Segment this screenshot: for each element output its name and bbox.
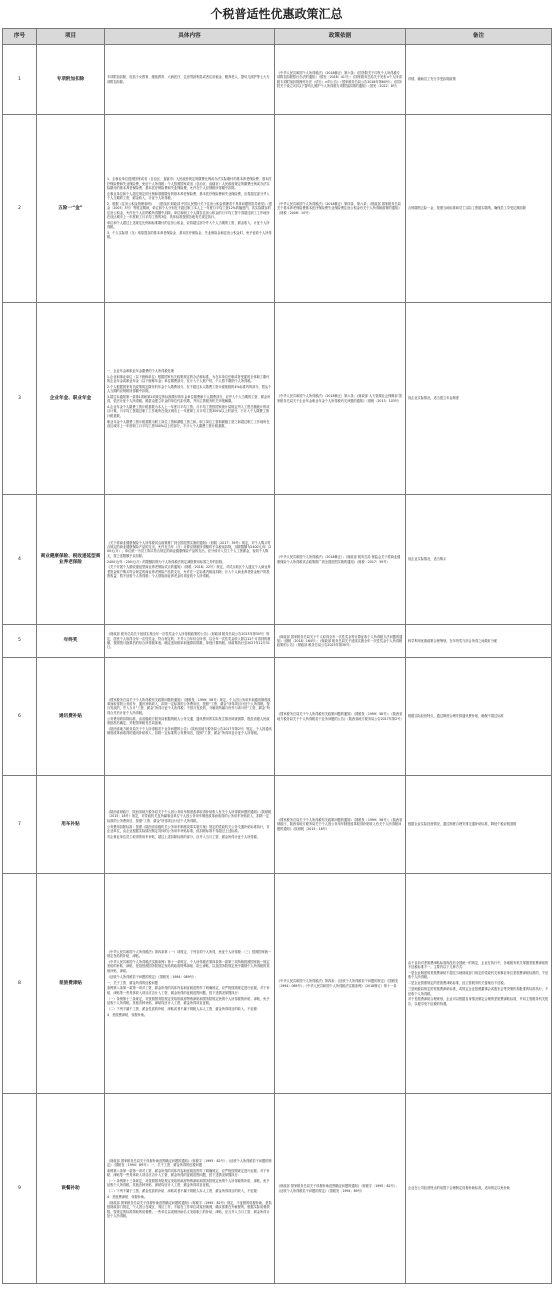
- content-cell-paragraph: （二）下列不属于工资、薪金性质的补贴、津贴或者不属于纳税人本人工资、薪金所得项目的收入，不征税：: [107, 1006, 260, 1011]
- basis-cell: [275, 45, 406, 115]
- item-name: 误餐补助: [37, 1094, 105, 1284]
- content-cell-paragraph: 公务费用扣除标准：按照《陕西省省级机关公务用车制度改革实施方案》规定的党政机关公务交通补贴标准执行，对企业单位，由企业根据实际情况制定具体的公务用车补贴标准，但扣除标准不得超过上述标准。: [107, 824, 270, 833]
- item-name: 用车补贴: [37, 776, 105, 874]
- content-cell: [105, 625, 275, 658]
- remark-cell: [406, 303, 552, 495]
- basis-cell: [275, 874, 406, 1094]
- content-cell-paragraph: （一）条例第十三条规定，对按照国务院规定发给的政府特殊津贴和国务院规定免纳个人所得税的补贴、津贴，免予征收个人所得税。其他各种补贴、津贴均应计入工资、薪金所得项目征税。: [107, 996, 270, 1005]
- table-row: [3, 115, 552, 303]
- table-row: [3, 1094, 552, 1284]
- table-row: [3, 874, 552, 1094]
- content-cell-paragraph: 1.企业和事业单位（以下统称单位）根据国家有关政策规定的办法和标准，为在本单位任职或者受雇的全体职工缴付的企业年金或职业年金（以下统称年金）单位缴费部分，在计入个人账户时，个人暂不缴纳个人所得税。: [107, 374, 270, 383]
- content-cell-paragraph: 《中华人民共和国个人所得税法实施条例》第十一条规定，个人所得税法第四条第一款第三项所称按照国家统一规定发给的补贴、津贴，是指按照国务院规定发给的政府特殊津贴、院士津贴，以及国务院规定免予缴纳个人所得税的其他补贴、津贴。: [107, 960, 270, 973]
- remark-cell: [406, 1094, 552, 1284]
- content-cell: [105, 776, 275, 874]
- remark-cell-paragraph: 一是企业制度的差旅费津贴不超过当地财政部门规定的党政机关和事业单位差旅费津贴标准的，不征收个人所得税。: [408, 971, 549, 980]
- content-cell: [105, 495, 275, 625]
- remark-cell: [406, 658, 552, 776]
- content-cell-paragraph: 《财政部 国家税务总局关于误餐补助范围确定问题的通知》（财税字〔1995〕82号）规定，不征税的误餐补助，是指按财政部门规定，个人因公在城区、郊区工作，不能在工作单位或返回就餐，确实需要在外就餐的，根据实际误餐顿数，按规定的标准领取的误餐费。一些单位以误餐补助名义发给职工的补贴、津贴，应当并入当月工资、薪金所得计征个人所得税。: [107, 1201, 272, 1218]
- item-name: 商业健康保险、税收递延型商业养老保险: [37, 495, 105, 625]
- document-title: 个税普适性优惠政策汇总: [210, 7, 343, 21]
- basis-cell: [275, 1094, 406, 1284]
- item-name: 通讯费补贴: [37, 658, 105, 776]
- item-name: 专项附加扣除: [37, 45, 105, 115]
- content-cell-paragraph: 4．差旅费津贴、误餐补助。: [107, 1195, 148, 1200]
- content-cell-paragraph: 企事业单位和个人超过规定的比例和基数缴付的基本养老保险费、基本医疗保险费和失业保险费，应将超过部分并入个人当期的工资、薪金收入，计征个人所得税。: [107, 191, 270, 201]
- content-cell-paragraph: 《国家税务总局关于个人所得税有关政策问题的通知》（国税发〔1999〕58号）规定，个人因公务用车和通讯制度改革而取得的公务用车、通讯补贴收入，扣除一定标准的公务费用后，按照“工资、薪金”所得项目计征个人所得税。按月发放的，并入当月“工资、薪金”所得计征个人所得税；不按月发放的，分解到所属月份并与该月份“工资、薪金”所得合并后计征个人所得税。: [107, 697, 271, 715]
- content-cell-paragraph: 单位和个人超过上述规定比例和标准缴付的住房公积金，应将超过部分并入个人当期的工资、薪金收入，计征个人所得税。: [107, 220, 270, 230]
- remark-cell-paragraph: 二是企业按照规定的差旅费津贴标准，经主管税务机关备案后不征税。: [408, 981, 507, 986]
- row-number: 9: [3, 1094, 37, 1284]
- header-basis: 政策依据: [275, 29, 406, 45]
- content-cell-paragraph: 对企事业单位员工取得的用车补贴，超过上述扣除标准的部分，应并入当月工资、薪金所得计征个人所得税。: [107, 834, 260, 839]
- content-cell-paragraph: 《财政部 国家税务总局关于误餐补助范围确定问题的通知》（财税字〔1995〕82号）；《征收个人所得税若干问题的规定》（国税发〔1994〕89号）：一、关于工资、薪金所得的征税问题: [107, 1158, 272, 1168]
- basis-cell-paragraph: 《财政部 国家税务总局关于误餐补助范围确定问题的通知》（财税字〔1995〕82号）；《征收个人所得税若干问题的规定》（国税发〔1994〕89号）: [277, 1184, 399, 1193]
- basis-cell-paragraph: 《中华人民共和国个人所得税法》（2018修正）第四条、第六条；《财政部 国家税务总局关于基本养老保险费基本医疗保险费失业保险费住房公积金有关个人所得税政策的通知》（财税〔2006〕10号）: [277, 202, 402, 215]
- basis-cell-paragraph: 《财政部 国家税务总局关于个人取得全年一次性奖金等计算征收个人所得税方法问题的通知》（财税〔2018〕164号）；《财政部 税务总局关于延续实施全年一次性奖金个人所得税政策的公告》（财政部 税务总局公告2023年第30号）: [277, 634, 403, 648]
- content-cell-paragraph: 职业年金个人缴费工资计税基数为职工岗位工资和薪级工资之和。职工岗位工资和薪级工资之和超过职工工作地所在设区城市上一年度职工月平均工资300%以上的部分，不计入个人缴费工资计税基数。: [107, 419, 270, 428]
- basis-cell-paragraph: 《中华人民共和国个人所得税法》第四条；《征收个人所得税若干问题的规定》（国税发〔1994〕089号）；《中华人民共和国个人所得税法实施条例》（2018修订）第十一条: [277, 979, 399, 988]
- table-row: [3, 45, 552, 115]
- table-row: [3, 776, 552, 874]
- content-cell-paragraph: 《中华人民共和国个人所得税法》第四条第（一）项规定，下列各项个人所得，免征个人所得税：（三）按照国家统一规定发给的补贴、津贴。: [107, 949, 272, 959]
- table-body: [3, 45, 552, 1284]
- content-cell: [105, 115, 275, 303]
- remark-cell-paragraph: 根据实际经营特点，通过制度合理安排通讯费补贴，确保不超过标准: [408, 714, 504, 719]
- remark-cell-paragraph: 视企业实际情况，适当购买: [408, 557, 447, 562]
- content-cell-paragraph: 《关于将商业健康保险个人所得税试点政策推广到全国范围实施的通知》（财税〔2017〕39号）规定，对个人购买符合规定的商业健康保险产品的支出，允许在当年（月）计算应纳税所得额时予以税前扣除，扣除限额为2400元/年（200元/月）。单位统一为员工购买符合规定的商业健康保险产品的支出，应分别计入员工个人工资薪金，视同个人购买，按上述限额予以扣除。: [107, 540, 272, 558]
- content-cell-paragraph: 一、企业年金和职业年金缴费的个人所得税处理: [107, 368, 174, 373]
- basis-cell: [275, 658, 406, 776]
- content-cell-paragraph: 《关于开展个人税收递延型商业养老保险试点的通知》（财税〔2018〕22号）规定，对试点地区个人通过个人商业养老资金账户购买符合规定的商业养老保险产品的支出，允许在一定标准内税前扣除；计入个人商业养老资金账户的投资收益，暂不征收个人所得税；个人领取商业养老金时再征收个人所得税。: [107, 565, 271, 578]
- content-cell-paragraph: 《陕西省财政厅、陕西省地方税务局关于个人因公务用车制度改革取得补贴收入有关个人所得税问题的通知》（陕财税〔2015〕18号）规定，对党政机关及所属事业单位个人因公务用车制度改革而取得的公务用车补贴收入，扣除一定标准的公务费用后，按照“工资、薪金”所得项目计征个人所得税。: [107, 810, 272, 823]
- remark-cell-paragraph: 合规缴纳五险一金，按照当地标准和员工实际工资据实缴纳，确保员工享受足额扣除: [408, 206, 526, 211]
- content-cell-paragraph: 4.企业年金个人缴费工资计税基数为本人上一年度月平均工资。月平均工资按国家统计局规定列入工资总额统计的项目计算。月平均工资超过职工工作地所在设区城市上一年度职工月平均工资300%以上的部分，不计入个人缴费工资计税基数。: [107, 405, 270, 418]
- remark-cell: [406, 495, 552, 625]
- row-number: 4: [3, 495, 37, 625]
- content-cell-paragraph: 条例第八条第一款第一项对工资、薪金所得的具体内容和征税范围作了明确规定，应严格按照规定进行征税。对于补贴、津贴等一些具体收入项目应否计入工资、薪金所得的征税范围问题，按下述情况掌握执行：: [107, 1168, 270, 1178]
- header-no: 序号: [3, 29, 37, 45]
- content-cell: [105, 45, 275, 115]
- basis-cell-paragraph: 《国家税务总局关于个人所得税有关政策问题的通知》（国税发〔1999〕58号）；《陕西省地方税务局关于个人所得税若干业务问题的公告》（陕西省地方税务局公告2017年第2号）: [277, 712, 404, 721]
- remark-cell: [406, 776, 552, 874]
- basis-cell-paragraph: 《中华人民共和国个人所得税法》（2018修正）第六条；《国务院关于印发个人所得税专项附加扣除暂行办法的通知》（国发〔2018〕41号）；《国家税务总局关于发布<个人所得税专项附加扣除操作办法（试行）>的公告》（国家税务总局公告2018年第60号）；《国务院关于设立3岁以下婴幼儿照护个人所得税专项附加扣除的通知》（国发〔2022〕8号）: [277, 70, 402, 88]
- row-number: 8: [3, 874, 37, 1094]
- header-item: 项目: [37, 29, 105, 45]
- content-cell-paragraph: 一、关于工资、薪金所得的征税问题: [107, 980, 158, 985]
- remark-cell-paragraph: 由于目前对差旅费津贴标准尚没有全国统一的规定，企业在执行中，各地税务机关掌握差旅费津贴的不征税标准不一。主要有以下几种方式：: [408, 960, 549, 970]
- remark-cell: [406, 115, 552, 303]
- remark-cell-paragraph: 三是地税局规定的差旅费津贴标准，或规定企业按照董事会或股东会等决策机构批准的标准执行，不征收个人所得税。: [408, 987, 549, 996]
- content-cell: [105, 303, 275, 495]
- remark-cell-paragraph: 对于差旅费津贴合理规划，企业可以根据自身情况制定合理的差旅费津贴标准，并向主管税务机关报告，以便享受不征税的待遇。: [408, 997, 549, 1006]
- remark-cell: [406, 45, 552, 115]
- content-cell-paragraph: 《财政部 税务总局关于延续实施全年一次性奖金个人所得税政策的公告》（财政部 税务总局公告2023年第30号）规定，居民个人取得全年一次性奖金，符合规定的，不并入当年综合所得，以全年一次性奖金收入除以12个月得到的数额，按照按月换算后的综合所得税率表，确定适用税率和速算扣除数，单独计算纳税。该政策执行至2027年12月31日。: [107, 632, 271, 650]
- content-cell-paragraph: 《陕西省地方税务局关于个人所得税若干业务问题的公告》（陕西省地方税务局公告2017年第2号）规定，个人因通讯制度改革而取得的通讯补贴收入，扣除一定标准的公务费用后，按照“工资、薪金”所得项目计征个人所得税。: [107, 726, 272, 735]
- basis-cell: [275, 776, 406, 874]
- row-number: 1: [3, 45, 37, 115]
- basis-cell-paragraph: 《国家税务总局关于个人所得税有关政策问题的通知》（国税发〔1999〕58号）；《陕西省财政厅、陕西省地方税务局关于个人因公务用车制度改革取得补贴收入有关个人所得税问题的通知》（陕财税〔2015〕18号）: [277, 818, 403, 831]
- content-cell-paragraph: 2、根据《住房公积金管理条例》、《建设部 财政部 中国人民银行关于住房公积金管理若干具体问题的指导意见》（建金〔2005〕5号）等规定精神，单位和个人分别在不超过职工本人上一年度月平均工资12%的幅度内，其实际缴存的住房公积金，允许在个人应纳税所得额中扣除。单位和职工个人缴存住房公积金的月平均工资不得超过职工工作地所在设区城市上一年度职工月平均工资的3倍，具体标准按照各地有关规定执行。: [107, 202, 273, 219]
- item-name: 差旅费津贴: [37, 874, 105, 1094]
- remark-cell: [406, 874, 552, 1094]
- content-cell-paragraph: 《征收个人所得税若干问题的规定》（国税发〔1994〕089号）：: [107, 974, 198, 979]
- content-cell-paragraph: 4．差旅费津贴、误餐补助。: [107, 1012, 148, 1017]
- content-cell-paragraph: 公务费用的扣除标准，由省级地方税务局根据纳税人公务交通、通讯费用的实际发生情况调查测算，报经省级人民政府批准后确定，并报国家税务总局备案。: [107, 716, 270, 725]
- item-name: 五险一“金”: [37, 115, 105, 303]
- basis-cell: [275, 625, 406, 658]
- basis-cell-paragraph: 《中华人民共和国个人所得税法》（2018修正）；《财政部 税务总局 保监会关于将商业健康保险个人所得税试点政策推广到全国范围实施的通知》（财税〔2017〕39号）: [277, 555, 401, 564]
- content-cell: [105, 658, 275, 776]
- content-cell-paragraph: 专项附加扣除，包括子女教育、继续教育、大病医疗、住房贷款利息或者住房租金、赡养老人、婴幼儿照护等七大专项附加扣除。: [107, 75, 270, 84]
- header-remark: 备注: [406, 29, 552, 45]
- content-cell: [105, 1094, 275, 1284]
- item-name: 年终奖: [37, 625, 105, 658]
- content-cell-paragraph: （一）条例第十三条规定，对按照国务院规定发给的政府特殊津贴和国务院规定免纳个人所得税的补贴、津贴，免予征收个人所得税。其他各种补贴、津贴均应计入工资、薪金所得项目征税。: [107, 1179, 270, 1188]
- header-row: [3, 29, 552, 45]
- remark-cell-paragraph: 视企业实际情况，适当建立年金制度: [408, 396, 459, 401]
- row-number: 3: [3, 303, 37, 495]
- header-content: 具体内容: [105, 29, 275, 45]
- remark-cell-paragraph: 根据企业实际经营情况，通过制度合理安排交通补贴标准，降低个税应税基数: [408, 822, 517, 827]
- basis-cell: [275, 303, 406, 495]
- content-cell-paragraph: 条例第八条第一款第一项对工资、薪金所得的具体内容和征税范围作了明确规定，应严格按照规定进行征税。对于补贴、津贴等一些具体收入项目应否计入工资、薪金所得的征税范围问题，按下述情况掌握执行：: [107, 986, 270, 995]
- content-cell-paragraph: （二）下列不属于工资、薪金性质的补贴、津贴或者不属于纳税人本人工资、薪金所得项目的收入，不征税：: [107, 1189, 260, 1194]
- content-cell-paragraph: 1、企事业单位按照国家或省（自治区、直辖市）人民政府规定的缴费比例或办法实际缴付的基本养老保险费、基本医疗保险费和失业保险费，免征个人所得税；个人按照国家或省（自治区、直辖市）人民政府规定的缴费比例或办法实际缴付的基本养老保险费、基本医疗保险费和失业保险费，允许在个人应纳税所得额中扣除。: [107, 177, 272, 190]
- content-cell-paragraph: 2.个人根据国家有关政策规定缴付的年金个人缴费部分，在不超过本人缴费工资计税基数的4%标准内的部分，暂从个人当期的应纳税所得额中扣除。: [107, 384, 272, 394]
- row-number: 6: [3, 658, 37, 776]
- remark-cell: [406, 625, 552, 658]
- remark-cell-paragraph: 企业在公司经营特点的前提下合理制定误餐补助标准，适用规定以免补助: [408, 1186, 510, 1191]
- row-number: 7: [3, 776, 37, 874]
- remark-cell-paragraph: 科学利用优惠政策合理筹划，在年终奖与综合所得之间做好分配: [408, 638, 498, 643]
- basis-cell: [275, 495, 406, 625]
- row-number: 2: [3, 115, 37, 303]
- table-row: [3, 658, 552, 776]
- content-cell-paragraph: 2400元/年（200元/月）的限额扣除为个人所得税法规定减除费用标准之外的扣除。: [107, 559, 226, 564]
- table-row: [3, 625, 552, 658]
- content-cell-paragraph: 3.超过本通知第一条第1项和第2项规定的标准缴付的年金单位缴费和个人缴费部分，应并入个人当期的工资、薪金所得，依法计征个人所得税。税款由建立年金的单位代扣代缴，并向主管税务机关申报解缴。: [107, 395, 271, 404]
- content-cell: [105, 874, 275, 1094]
- row-number: 5: [3, 625, 37, 658]
- basis-cell-paragraph: 《中华人民共和国个人所得税法》（2018修正）第六条；《财政部 人力资源社会保障部 国家税务总局关于企业年金职业年金个人所得税有关问题的通知》（财税〔2013〕103号）: [277, 394, 402, 403]
- table-row: [3, 495, 552, 625]
- policy-table: [2, 28, 552, 1284]
- item-name: 企业年金、职业年金: [37, 303, 105, 495]
- remark-cell-paragraph: 详情，辅助员工充分享受扣除政策: [408, 77, 456, 82]
- table-row: [3, 303, 552, 495]
- content-cell-paragraph: 3、个人实际领（支）取原提存的基本养老保险金、基本医疗保险金、失业保险金和住房公积金时，免予征收个人所得税。: [107, 231, 272, 240]
- basis-cell: [275, 115, 406, 303]
